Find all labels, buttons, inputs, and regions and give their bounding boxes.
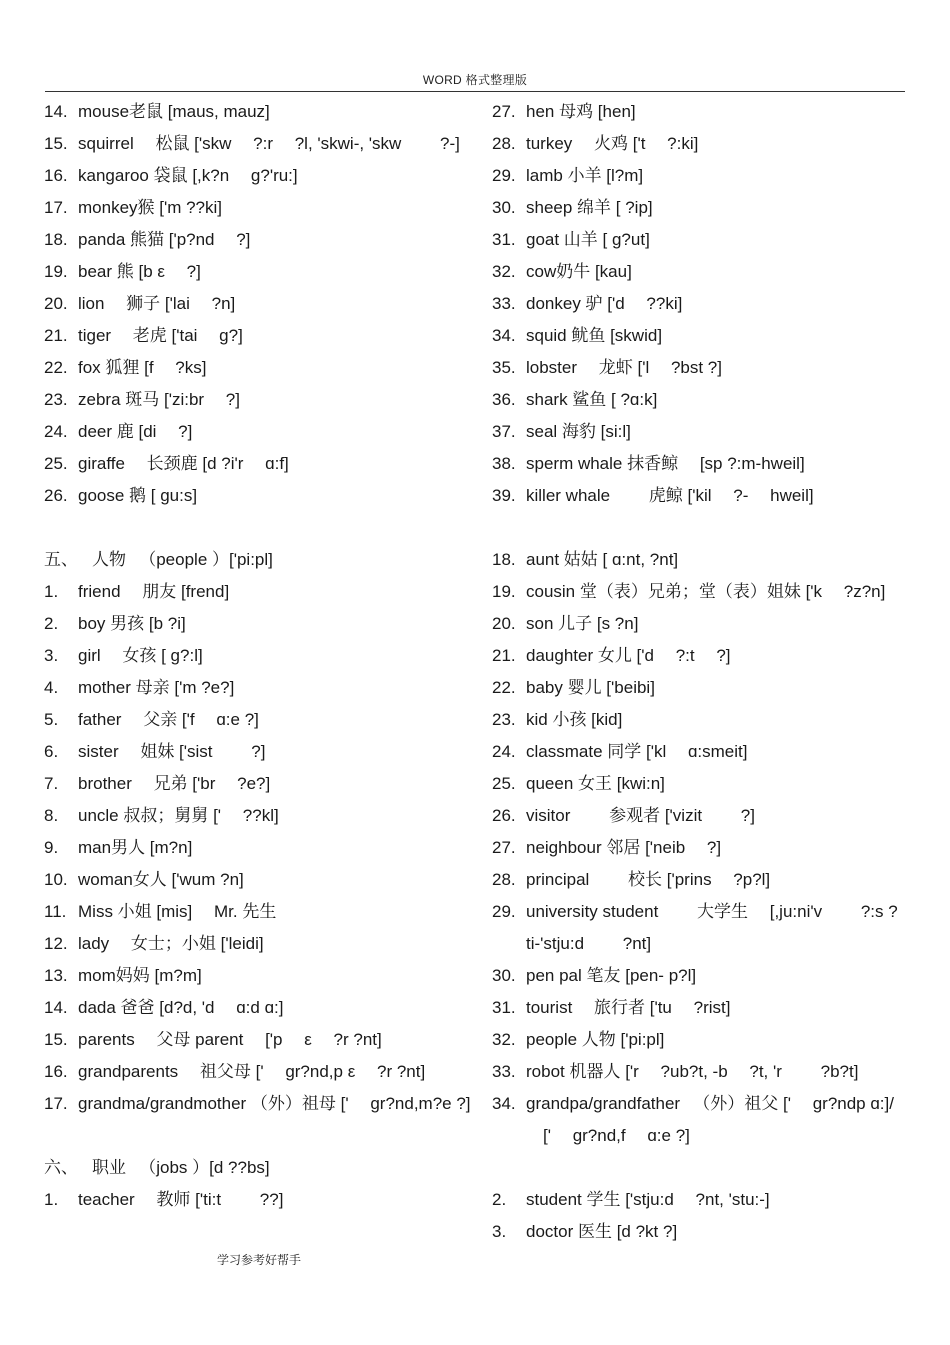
vocab-entry <box>492 672 910 704</box>
entry-number: 29. <box>492 902 516 921</box>
vocab-entry <box>44 960 484 992</box>
vocab-entry <box>44 704 484 736</box>
entry-text: lady 女士；小姐 ['leidi] <box>78 934 264 953</box>
entry-number: 2. <box>44 614 59 633</box>
entry-text: robot 机器人 ['r ?ub?t, -b ?t, 'r ?b?t] <box>526 1062 859 1081</box>
entry-number: 20. <box>44 294 68 313</box>
page-footer: 学习参考好帮手 <box>217 1253 302 1267</box>
vocab-entry <box>44 320 484 352</box>
vocab-entry <box>44 1024 484 1056</box>
entry-text: student 学生 ['stju:d ?nt, 'stu:-] <box>526 1190 770 1209</box>
vocab-entry <box>492 256 910 288</box>
entry-text: mother 母亲 ['m ?e?] <box>78 678 235 697</box>
entry-number: 25. <box>44 454 68 473</box>
entry-text: grandpa/grandfather （外）祖父 [' gr?ndp ɑ:]/ [' gr?nd,f ɑ:e ?] <box>526 1094 894 1145</box>
entry-number: 32. <box>492 262 516 281</box>
right-column <box>492 96 910 1248</box>
vocab-entry <box>492 960 910 992</box>
entry-text: daughter 女儿 ['d ?:t ?] <box>526 646 731 665</box>
entry-text: giraffe 长颈鹿 [d ?i'r ɑ:f] <box>78 454 289 473</box>
vocab-entry <box>492 448 910 480</box>
vocab-entry <box>44 672 484 704</box>
entry-number: 15. <box>44 134 68 153</box>
vocab-entry <box>44 1088 484 1120</box>
entry-number: 1. <box>44 1190 59 1209</box>
section-heading <box>44 544 484 576</box>
vocab-entry <box>492 1024 910 1056</box>
entry-number: 24. <box>492 742 516 761</box>
entry-text: zebra 斑马 ['zi:br ?] <box>78 390 240 409</box>
vocab-entry <box>44 928 484 960</box>
entry-number: 27. <box>492 102 516 121</box>
entry-text: father 父亲 ['f ɑ:e ?] <box>78 710 259 729</box>
header-divider <box>45 91 905 92</box>
entry-text: visitor 参观者 ['vizit ?] <box>526 806 755 825</box>
vocab-entry <box>492 224 910 256</box>
entry-number: 8. <box>44 806 59 825</box>
vocab-entry <box>492 416 910 448</box>
entry-number: 6. <box>44 742 59 761</box>
entry-text: 人物 （people ）['pi:pl] <box>92 550 273 569</box>
vocab-entry <box>492 832 910 864</box>
entry-text: university student 大学生 [,ju:ni'v ?:s ?ti-'stju:d ?nt] <box>526 902 898 953</box>
entry-text: neighbour 邻居 ['neib ?] <box>526 838 722 857</box>
entry-number: 23. <box>44 390 68 409</box>
entry-number: 18. <box>44 230 68 249</box>
entry-text: baby 婴儿 ['beibi] <box>526 678 655 697</box>
entry-text: cow奶牛 [kau] <box>526 262 632 281</box>
entry-number: 31. <box>492 230 516 249</box>
vocab-entry <box>44 416 484 448</box>
vocab-entry <box>44 992 484 1024</box>
entry-text: pen pal 笔友 [pen- p?l] <box>526 966 697 985</box>
entry-number: 11. <box>44 902 67 921</box>
entry-text: aunt 姑姑 [ ɑ:nt, ?nt] <box>526 550 679 569</box>
vocab-entry <box>44 1056 484 1088</box>
entry-number: 15. <box>44 1030 68 1049</box>
entry-number: 28. <box>492 134 516 153</box>
section-heading <box>44 1152 484 1184</box>
entry-text: fox 狐狸 [f ?ks] <box>78 358 207 377</box>
entry-text: deer 鹿 [di ?] <box>78 422 193 441</box>
section-gap <box>492 1152 910 1184</box>
vocab-entry <box>44 800 484 832</box>
entry-number: 34. <box>492 326 516 345</box>
entry-text: killer whale 虎鲸 ['kil ?- hweil] <box>526 486 814 505</box>
entry-text: friend 朋友 [frend] <box>78 582 230 601</box>
entry-number: 39. <box>492 486 516 505</box>
entry-number: 六、 <box>44 1158 78 1177</box>
entry-number: 12. <box>44 934 68 953</box>
entry-number: 18. <box>492 550 516 569</box>
vocab-entry <box>44 640 484 672</box>
entry-number: 17. <box>44 198 68 217</box>
vocab-entry <box>492 576 910 608</box>
entry-number: 20. <box>492 614 516 633</box>
entry-number: 1. <box>44 582 59 601</box>
entry-number: 24. <box>44 422 68 441</box>
entry-text: squirrel 松鼠 ['skw ?:r ?l, 'skwi-, 'skw ?-] <box>78 134 460 153</box>
entry-text: panda 熊猫 ['p?nd ?] <box>78 230 251 249</box>
entry-number: 19. <box>492 582 516 601</box>
entry-text: goose 鹅 [ ɡu:s] <box>78 486 198 505</box>
left-column <box>44 96 484 1216</box>
entry-text: grandparents 祖父母 [' gr?nd,p ε ?r ?nt] <box>78 1062 426 1081</box>
vocab-entry <box>492 352 910 384</box>
entry-text: son 儿子 [s ?n] <box>526 614 639 633</box>
entry-text: tourist 旅行者 ['tu ?rist] <box>526 998 731 1017</box>
entry-number: 19. <box>44 262 68 281</box>
entry-text: bear 熊 [b ε ?] <box>78 262 201 281</box>
entry-number: 21. <box>44 326 68 345</box>
vocab-entry <box>492 800 910 832</box>
entry-text: parents 父母 parent ['p ε ?r ?nt] <box>78 1030 382 1049</box>
entry-text: lobster 龙虾 ['l ?bst ?] <box>526 358 722 377</box>
entry-text: lion 狮子 ['lai ?n] <box>78 294 236 313</box>
entry-number: 4. <box>44 678 59 697</box>
entry-text: squid 鱿鱼 [skwid] <box>526 326 663 345</box>
vocab-entry <box>44 448 484 480</box>
entry-number: 22. <box>492 678 516 697</box>
entry-number: 3. <box>492 1222 507 1241</box>
entry-text: sheep 绵羊 [ ?ip] <box>526 198 653 217</box>
entry-text: people 人物 ['pi:pl] <box>526 1030 665 1049</box>
vocab-entry <box>44 576 484 608</box>
vocab-entry <box>492 288 910 320</box>
vocab-entry <box>492 160 910 192</box>
entry-number: 16. <box>44 166 68 185</box>
entry-text: shark 鲨鱼 [ ?ɑ:k] <box>526 390 658 409</box>
entry-text: teacher 教师 ['ti:t ??] <box>78 1190 284 1209</box>
entry-number: 26. <box>492 806 516 825</box>
entry-text: sperm whale 抹香鲸 [sp ?:m-hweil] <box>526 454 805 473</box>
entry-text: queen 女王 [kwi:n] <box>526 774 665 793</box>
entry-text: donkey 驴 ['d ??ki] <box>526 294 683 313</box>
vocab-entry <box>44 192 484 224</box>
vocab-entry <box>492 544 910 576</box>
entry-text: Miss 小姐 [mis] Mr. 先生 <box>78 902 277 921</box>
vocab-entry <box>44 768 484 800</box>
entry-number: 9. <box>44 838 59 857</box>
entry-text: principal 校长 ['prins ?p?l] <box>526 870 771 889</box>
vocab-entry <box>492 768 910 800</box>
entry-number: 13. <box>44 966 68 985</box>
vocab-entry <box>492 896 910 960</box>
vocab-entry <box>492 96 910 128</box>
vocab-entry <box>44 256 484 288</box>
entry-text: girl 女孩 [ ɡ?:l] <box>78 646 203 665</box>
vocab-entry <box>492 864 910 896</box>
vocab-entry <box>492 640 910 672</box>
entry-number: 7. <box>44 774 59 793</box>
vocab-entry <box>492 1216 910 1248</box>
vocab-entry <box>44 1184 484 1216</box>
entry-text: uncle 叔叔；舅舅 [' ??kl] <box>78 806 279 825</box>
entry-number: 29. <box>492 166 516 185</box>
entry-number: 35. <box>492 358 516 377</box>
vocab-entry <box>492 1184 910 1216</box>
entry-number: 33. <box>492 294 516 313</box>
vocab-entry <box>492 480 910 512</box>
entry-text: mouse老鼠 [maus, mauz] <box>78 102 270 121</box>
vocab-entry <box>492 192 910 224</box>
entry-text: turkey 火鸡 ['t ?:ki] <box>526 134 699 153</box>
entry-number: 16. <box>44 1062 68 1081</box>
vocab-entry <box>44 160 484 192</box>
vocab-entry <box>44 864 484 896</box>
entry-text: kid 小孩 [kid] <box>526 710 623 729</box>
entry-text: lamb 小羊 [l?m] <box>526 166 644 185</box>
entry-text: seal 海豹 [si:l] <box>526 422 631 441</box>
vocab-entry <box>44 224 484 256</box>
vocab-entry <box>492 608 910 640</box>
vocab-entry <box>44 352 484 384</box>
entry-text: sister 姐妹 ['sist ?] <box>78 742 266 761</box>
entry-text: brother 兄弟 ['br ?e?] <box>78 774 271 793</box>
entry-number: 36. <box>492 390 516 409</box>
entry-text: monkey猴 ['m ??ki] <box>78 198 223 217</box>
entry-number: 38. <box>492 454 516 473</box>
entry-number: 22. <box>44 358 68 377</box>
entry-number: 21. <box>492 646 516 665</box>
vocab-entry <box>492 1056 910 1088</box>
entry-number: 5. <box>44 710 59 729</box>
vocab-entry <box>492 736 910 768</box>
entry-number: 32. <box>492 1030 516 1049</box>
entry-text: grandma/grandmother （外）祖母 [' gr?nd,m?e ?] <box>78 1094 471 1113</box>
entry-number: 10. <box>44 870 68 889</box>
entry-text: man男人 [m?n] <box>78 838 193 857</box>
entry-text: mom妈妈 [m?m] <box>78 966 202 985</box>
entry-number: 14. <box>44 102 68 121</box>
entry-number: 23. <box>492 710 516 729</box>
vocab-entry <box>44 480 484 512</box>
entry-text: goat 山羊 [ ɡ?ut] <box>526 230 650 249</box>
entry-number: 14. <box>44 998 68 1017</box>
vocab-entry <box>44 608 484 640</box>
page-header-title: WORD 格式整理版 <box>422 73 528 87</box>
entry-text: classmate 同学 ['kl ɑ:smeit] <box>526 742 748 761</box>
vocab-entry <box>44 896 484 928</box>
vocab-entry <box>44 128 484 160</box>
entry-text: boy 男孩 [b ?i] <box>78 614 186 633</box>
entry-number: 3. <box>44 646 59 665</box>
entry-number: 34. <box>492 1094 516 1113</box>
entry-text: tiger 老虎 ['tai ɡ?] <box>78 326 243 345</box>
entry-text: hen 母鸡 [hen] <box>526 102 636 121</box>
vocab-entry <box>492 1088 910 1152</box>
entry-number: 25. <box>492 774 516 793</box>
entry-text: 职业 （jobs ）[d ??bs] <box>92 1158 270 1177</box>
vocab-entry <box>492 320 910 352</box>
entry-number: 2. <box>492 1190 507 1209</box>
section-gap <box>44 512 484 544</box>
entry-number: 28. <box>492 870 516 889</box>
entry-number: 30. <box>492 198 516 217</box>
section-gap <box>492 512 910 544</box>
entry-number: 33. <box>492 1062 516 1081</box>
entry-text: doctor 医生 [d ?kt ?] <box>526 1222 678 1241</box>
vocab-entry <box>492 128 910 160</box>
entry-number: 17. <box>44 1094 68 1113</box>
vocab-entry <box>492 704 910 736</box>
entry-number: 五、 <box>44 550 78 569</box>
entry-text: kangaroo 袋鼠 [,k?n ɡ?'ru:] <box>78 166 298 185</box>
entry-number: 27. <box>492 838 516 857</box>
vocab-entry <box>492 384 910 416</box>
vocab-entry <box>44 832 484 864</box>
entry-text: woman女人 ['wum ?n] <box>78 870 244 889</box>
vocab-entry <box>44 96 484 128</box>
vocab-entry <box>44 288 484 320</box>
entry-number: 30. <box>492 966 516 985</box>
entry-number: 37. <box>492 422 516 441</box>
entry-number: 31. <box>492 998 516 1017</box>
vocab-entry <box>44 384 484 416</box>
vocab-entry <box>492 992 910 1024</box>
section-gap <box>44 1120 484 1152</box>
entry-number: 26. <box>44 486 68 505</box>
entry-text: dada 爸爸 [d?d, 'd ɑ:d ɑ:] <box>78 998 284 1017</box>
vocab-entry <box>44 736 484 768</box>
entry-text: cousin 堂（表）兄弟；堂（表）姐妹 ['k ?z?n] <box>526 582 886 601</box>
